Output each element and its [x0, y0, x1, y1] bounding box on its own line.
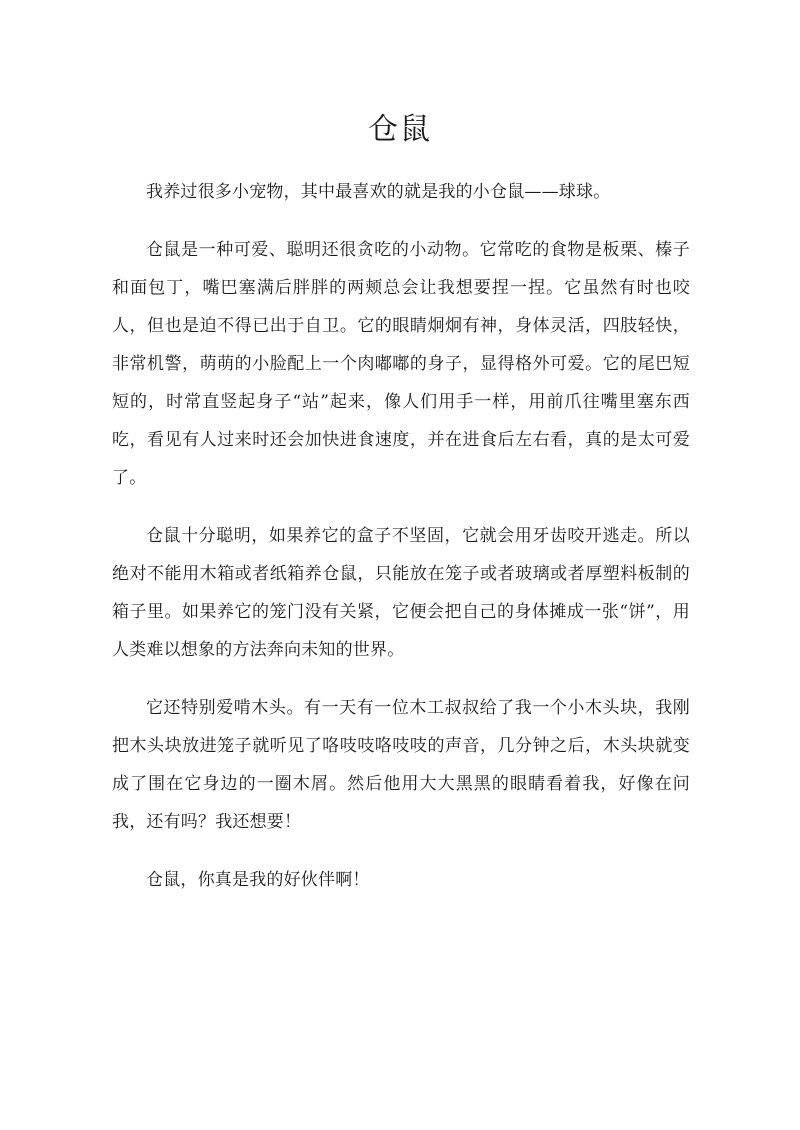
paragraph-closing: 仓鼠，你真是我的好伙伴啊！ [146, 870, 370, 890]
paragraph-chewing: 它还特别爱啃木头。有一天有一位木工叔叔给了我一个小木头块，我刚把木头块放进笼子就听见了咯吱吱咯吱吱的声音，几分钟之后，木头块就变成了围在它身边的一圈木屑。然后他用大大黑黑的眼睛看着我，好像在问我，还有吗？我还想要！ [112, 698, 690, 832]
paragraph-cleverness: 仓鼠十分聪明，如果养它的盒子不坚固，它就会用牙齿咬开逃走。所以绝对不能用木箱或者纸箱养仓鼠，只能放在笼子或者玻璃或者厚塑料板制的箱子里。如果养它的笼门没有关紧，它便会把自己的身体摊成一张“饼”，用人类难以想象的方法奔向未知的世界。 [112, 526, 690, 660]
document-body [112, 173, 690, 919]
paragraph-appearance: 仓鼠是一种可爱、聪明还很贪吃的小动物。它常吃的食物是板栗、榛子和面包丁，嘴巴塞满后胖胖的两颊总会让我想要捏一捏。它虽然有时也咬人，但也是迫不得已出于自卫。它的眼睛炯炯有神，身体灵活，四肢轻快，非常机警，萌萌的小脸配上一个肉嘟嘟的身子，显得格外可爱。它的尾巴短短的，时常直竖起身子“站”起来，像人们用手一样，用前爪往嘴里塞东西吃，看见有人过来时还会加快进食速度，并在进食后左右看，真的是太可爱了。 [112, 240, 690, 488]
paragraph-intro: 我养过很多小宠物，其中最喜欢的就是我的小仓鼠——球球。 [146, 182, 611, 202]
document-title: 仓鼠 [368, 112, 432, 147]
